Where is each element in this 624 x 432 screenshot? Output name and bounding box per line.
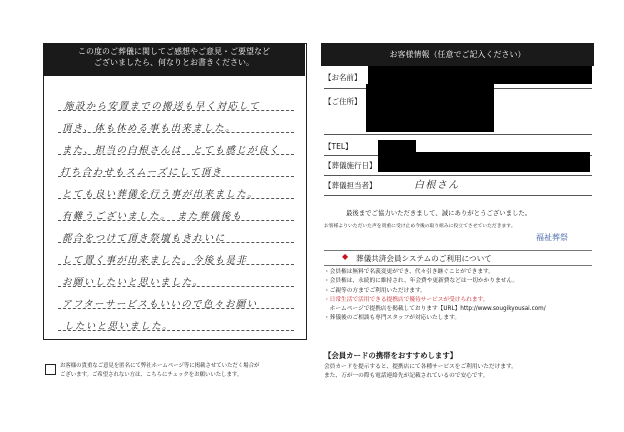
system-list-item: ・葬儀後のご相談も専門スタッフが対応いたします。 xyxy=(324,315,461,322)
handwritten-line: 都合をつけて頂き祭壇もきれいに xyxy=(62,233,226,244)
system-list-item: ・ご親等の方までご利用いただけます。 xyxy=(324,287,426,294)
redaction-block xyxy=(378,152,590,172)
system-list xyxy=(324,268,614,324)
anonymous-opt-out-checkbox[interactable] xyxy=(45,364,56,375)
field-underline xyxy=(324,195,592,196)
field-underline xyxy=(324,134,592,135)
system-list-item: ホームページで提携店を掲載しております【URL】http://www.sougikyousai.com/ xyxy=(324,306,546,313)
comment-header xyxy=(43,43,305,76)
comment-header-line1: この度のご葬儀に関してご感想やご意見・ご要望など xyxy=(78,47,270,56)
address-label: 【ご住所】 xyxy=(324,97,362,106)
redaction-block xyxy=(366,84,494,132)
checkbox-note-line1: お客様の貴重なご意見を匿名にて弊社ホームページ等に掲載させていただく場合が xyxy=(60,363,260,369)
checkbox-note-line2: ございます。ご希望されない方は、こちらにチェックをお願いいたします。 xyxy=(60,372,243,378)
handwritten-line: 頂き、体も休める事も出来ました。 xyxy=(62,123,237,134)
handwritten-line: して置く事が出来ました。今後も是非 xyxy=(62,255,248,266)
staff-handwritten-value: 白根さん xyxy=(414,180,460,191)
name-label: 【お名前】 xyxy=(324,73,362,82)
handwritten-line: お願いしたいと思いました。 xyxy=(62,277,204,288)
redaction-block xyxy=(368,66,592,84)
tel-label: 【TEL】 xyxy=(324,142,353,151)
funeral-date-label: 【葬儀施行日】 xyxy=(324,161,377,170)
handwritten-line: アフターサービスもいいので色々お願い xyxy=(62,299,258,310)
handwritten-line: 有難うございました。 また葬儀後も xyxy=(62,211,243,222)
thanks-message: 最後までご協力いただきまして、誠にありがとうございました。 xyxy=(346,209,532,217)
handwritten-line: 施設から安置までの搬送も早く対応して xyxy=(64,101,261,112)
handwritten-line: したいと思いました。 xyxy=(64,321,174,332)
company-signature: 福祉葬祭 xyxy=(536,233,568,242)
system-list-item: ・会員権は無料で名義変更ができ、代々引き継ぐことができます。 xyxy=(324,269,494,275)
handwritten-line: また、担当の白根さんは とても感じが良く xyxy=(62,145,281,156)
red-diamond-icon: ◆ xyxy=(342,252,349,261)
system-list-item: ・会員権は、永続的に維持され、年会費や更新費などは一切かかりません。 xyxy=(324,278,519,285)
handwritten-line: とても良い葬儀を行う事が出来ました。 xyxy=(62,189,259,200)
thanks-note: お客様よりいただいた声を貴重に受け止め今後の取り組みに役立てさせていただきます。 xyxy=(324,224,516,229)
card-note xyxy=(324,363,517,381)
card-note-line1: 会員カードを提示すると、提携店にて各種サービスをご利用いただけます。 xyxy=(324,364,517,370)
checkbox-note xyxy=(60,362,310,380)
system-title: 葬儀共済会員システムのご利用について xyxy=(356,254,492,263)
card-note-line2: また、万が一の際も電話連絡先が記載されているので安心です。 xyxy=(324,373,489,379)
handwritten-line: 打ち合わせもスムーズにして頂き xyxy=(60,167,223,178)
card-title: 【会員カードの携帯をおすすめします】 xyxy=(324,351,458,360)
system-title-box xyxy=(324,250,592,266)
customer-info-header: お客様情報（任意でご記入ください） xyxy=(321,43,594,66)
comment-header-line2: ございましたら、何なりとお書きください。 xyxy=(94,58,254,67)
staff-label: 【葬儀担当者】 xyxy=(324,181,377,190)
system-list-item: ・日常生活で活用できる提携店で優待サービスが受けられます。 xyxy=(324,296,489,303)
